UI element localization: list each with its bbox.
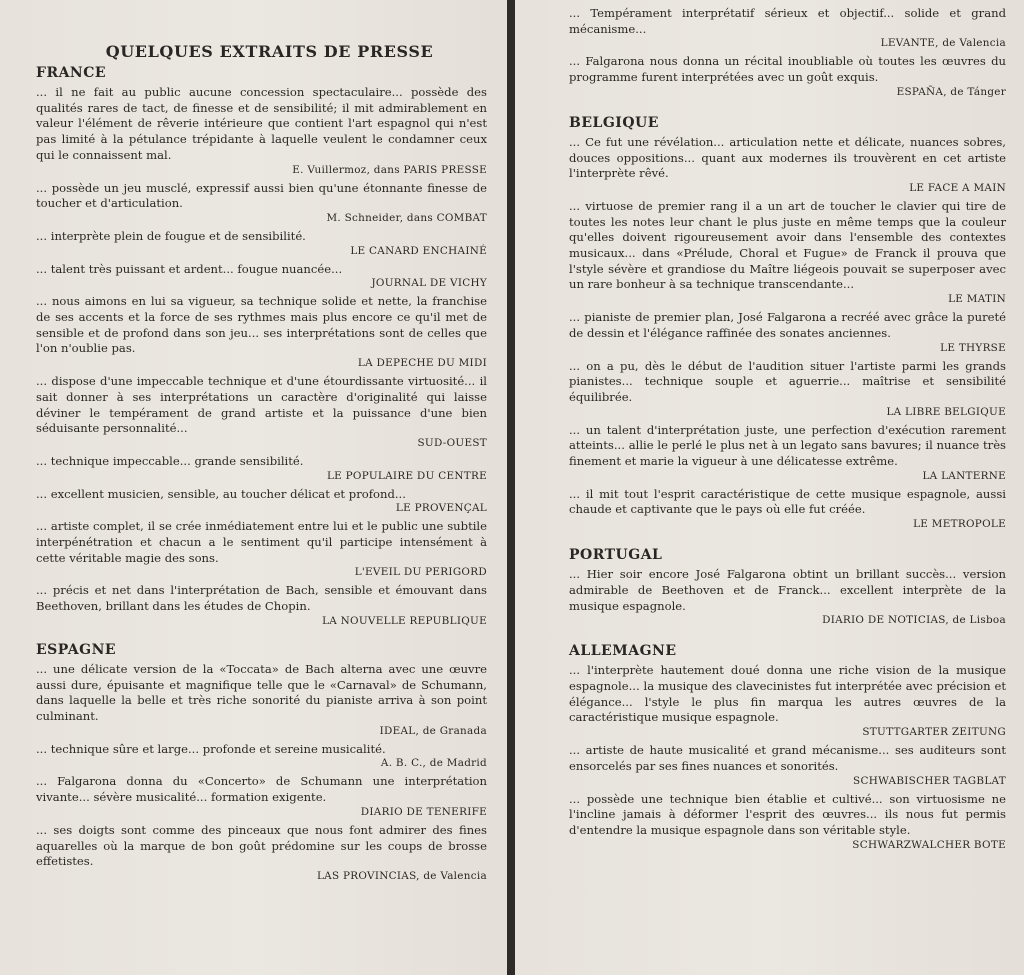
- left-sections: [36, 65, 487, 883]
- excerpt-text: ... possède un jeu musclé, expressif aussi bien qu'une étonnante finesse de toucher et d'articulation.: [36, 180, 487, 211]
- excerpt-source: LE THYRSE: [940, 341, 1006, 354]
- excerpt-text: ... un talent d'interprétation juste, une perfection d'exécution rarement atteints... allie le perlé le plus net à un legato sans bavures; il nuance très finement et marie la vigueur à une délicatesse extrême.: [569, 422, 1006, 469]
- excerpt-text: ... on a pu, dès le début de l'audition situer l'artiste parmi les grands pianistes... technique souple et aguerrie... maîtrise et sensibilité équilibrée.: [569, 358, 1006, 404]
- press-excerpt: [569, 663, 1006, 739]
- excerpt-source: LE FACE A MAIN: [909, 181, 1006, 194]
- excerpt-source: ESPAÑA, de Tánger: [896, 85, 1006, 98]
- press-excerpt: [36, 487, 487, 516]
- press-excerpt: [569, 54, 1006, 98]
- excerpt-text: ... talent très puissant et ardent... fougue nuancée...: [36, 261, 343, 276]
- press-excerpt: [569, 199, 1006, 306]
- press-excerpt: [36, 85, 487, 177]
- excerpt-text: ... Hier soir encore José Falgarona obtint un brillant succès... version admirable de Beethoven et de Franck... excellent interprète de la musique espagnole.: [569, 567, 1006, 613]
- excerpt-text: ... Tempérament interprétatif sérieux et objectif... solide et grand mécanisme...: [569, 6, 1006, 36]
- press-excerpt: [36, 662, 487, 738]
- excerpt-source: STUTTGARTER ZEITUNG: [862, 726, 1006, 739]
- excerpt-source: LE MATIN: [948, 293, 1006, 306]
- country-heading: ALLEMAGNE: [569, 643, 677, 660]
- excerpt-text: ... technique sûre et large... profonde et sereine musicalité.: [36, 741, 386, 756]
- excerpt-source: LA DEPECHE DU MIDI: [357, 357, 487, 370]
- press-section: [569, 6, 1006, 99]
- press-excerpt: [569, 423, 1006, 483]
- excerpt-text: ... excellent musicien, sensible, au toucher délicat et profond...: [36, 486, 406, 501]
- document-title: QUELQUES EXTRAITS DE PRESSE: [105, 42, 434, 61]
- press-excerpt: [569, 310, 1006, 354]
- press-excerpt: [569, 487, 1006, 531]
- excerpt-text: ... Falgarona nous donna un récital inoubliable où toutes les œuvres du programme furent interprétées avec un goût exquis.: [569, 54, 1006, 85]
- excerpt-source: DIARIO DE NOTICIAS, de Lisboa: [822, 614, 1006, 627]
- press-section: [36, 642, 487, 883]
- press-excerpt: [36, 262, 487, 291]
- country-heading: FRANCE: [36, 65, 107, 81]
- press-excerpt: [36, 229, 487, 258]
- excerpt-text: ... précis et net dans l'interprétation de Bach, sensible et émouvant dans Beethoven, brillant dans les études de Chopin.: [36, 583, 487, 614]
- excerpt-source: A. B. C., de Madrid: [380, 757, 487, 770]
- press-excerpt: [36, 583, 487, 627]
- excerpt-text: ... pianiste de premier plan, José Falgarona a recréé avec grâce la pureté de dessin et l'élégance raffinée des sonates anciennes.: [569, 310, 1006, 340]
- excerpt-text: ... Falgarona donna du «Concerto» de Schumann une interprétation vivante... sévère musicalité... formation exigente.: [36, 774, 487, 805]
- excerpt-source: LA LIBRE BELGIQUE: [886, 405, 1006, 418]
- press-section: [569, 643, 1006, 851]
- excerpt-text: ... il mit tout l'esprit caractéristique de cette musique espagnole, aussi chaude et captivante que le pays où elle fut créée.: [569, 486, 1006, 517]
- excerpt-source: DIARIO DE TENERIFE: [360, 805, 487, 818]
- excerpt-text: ... Ce fut une révélation... articulation nette et délicate, nuances sobres, douces oppositions... quant aux modernes ils trouvèrent en cet artiste l'interprète rêvé.: [569, 134, 1006, 181]
- country-heading: BELGIQUE: [569, 114, 659, 131]
- press-excerpt: [36, 374, 487, 450]
- excerpt-text: ... technique impeccable... grande sensibilité.: [36, 453, 304, 468]
- excerpt-source: LA NOUVELLE REPUBLIQUE: [322, 614, 487, 627]
- excerpt-text: ... une délicate version de la «Toccata» de Bach alterna avec une œuvre aussi dure, épuisante et magnifique telle que le «Carnaval» de Schumann, dans laquelle la belle et très riche sonorité du pianiste arriva à son point culminant.: [36, 661, 487, 723]
- country-heading: ESPAGNE: [36, 641, 117, 658]
- excerpt-source: M. Schneider, dans COMBAT: [326, 211, 487, 224]
- press-excerpt: [36, 294, 487, 370]
- right-sections: [569, 6, 1006, 852]
- excerpt-text: ... dispose d'une impeccable technique et d'une étourdissante virtuosité... il sait donner à ses interprétations un caractère d'originalité qui laisse déviner le tempérament de grand artiste et la puissance d'une bien séduisante personnalité...: [36, 374, 487, 436]
- excerpt-source: JOURNAL DE VICHY: [371, 277, 487, 290]
- excerpt-text: ... ses doigts sont comme des pinceaux que nous font admirer des fines aquarelles où la marque de bon goût prédomine sur les coups de brosse effetistes.: [36, 822, 487, 869]
- excerpt-source: LE PROVENÇAL: [395, 502, 487, 515]
- press-excerpt: [569, 792, 1006, 852]
- excerpt-text: ... virtuose de premier rang il a un art de toucher le clavier qui tire de toutes les notes leur chant le plus juste en même temps que la couleur qu'elles doivent rigoureusement avoir dans l'ensemble des contextes musicaux... dans «Prélude, Choral et Fugue» de Franck il prouva que l'style sévère et grandiose du Maître liégeois pouvait se superposer avec un rare bonheur à sa technique transcendante...: [569, 198, 1006, 292]
- excerpt-source: LE POPULAIRE DU CENTRE: [326, 469, 487, 482]
- excerpt-source: LE CANARD ENCHAINÉ: [350, 244, 487, 257]
- excerpt-text: ... interprète plein de fougue et de sensibilité.: [36, 228, 306, 243]
- press-excerpt: [569, 135, 1006, 195]
- excerpt-source: E. Vuillermoz, dans PARIS PRESSE: [292, 163, 487, 176]
- excerpt-source: IDEAL, de Granada: [379, 724, 487, 737]
- excerpt-source: LA LANTERNE: [922, 469, 1006, 482]
- excerpt-source: LE METROPOLE: [913, 518, 1006, 531]
- excerpt-source: SCHWABISCHER TAGBLAT: [853, 774, 1006, 787]
- excerpt-text: ... nous aimons en lui sa vigueur, sa technique solide et nette, la franchise de ses accents et la force de ses rythmes mais plus encore ce qu'il met de sensible et de profond dans son jeu... ses interprétations sont de celles que l'on n'oublie pas.: [36, 294, 487, 356]
- press-excerpt: [36, 742, 487, 771]
- excerpt-text: ... artiste complet, il se crée inmédiatement entre lui et le public une subtile interpénétration et chacun a le sentiment qu'il participe intensément à cette véritable magie des sons.: [36, 519, 487, 565]
- country-heading: PORTUGAL: [569, 547, 663, 564]
- excerpt-source: L'EVEIL DU PERIGORD: [354, 566, 487, 579]
- press-excerpt: [569, 6, 1006, 50]
- excerpt-text: ... il ne fait au public aucune concession spectaculaire... possède des qualités rares de tact, de finesse et de sensibilité; il mit admirablement en valeur l'élément de rêverie intérieure que contient l'art espagnol qui n'est pas limité à la pétulance trépidante à laquelle veulent le condamner ceux qui le connaissent mal.: [36, 85, 487, 162]
- press-section: [569, 547, 1006, 627]
- press-excerpt: [36, 181, 487, 225]
- excerpt-text: ... l'interprète hautement doué donna une riche vision de la musique espagnole... la musique des clavecinistes fut interprétée avec précision et élégance... l'style le plus fin marqua les autres œuvres de la caractéristique musique espagnole.: [569, 663, 1006, 725]
- excerpt-text: ... possède une technique bien établie et cultivé... son virtuosisme ne l'incline jamais à déformer l'esprit des œuvres... ils nous fut permis d'entendre la musique espagnole dans son véritable style.: [569, 791, 1006, 837]
- press-excerpt: [569, 567, 1006, 627]
- press-excerpt: [36, 519, 487, 579]
- excerpt-source: SCHWARZWALCHER BOTE: [852, 838, 1006, 851]
- press-section: [36, 65, 487, 628]
- press-excerpt: [36, 774, 487, 818]
- excerpt-source: LEVANTE, de Valencia: [880, 37, 1006, 50]
- excerpt-source: LAS PROVINCIAS, de Valencia: [316, 869, 487, 882]
- left-page: [0, 0, 507, 975]
- press-excerpt: [36, 823, 487, 883]
- page-gutter: [507, 0, 515, 975]
- press-section: [569, 115, 1006, 531]
- right-page: [515, 0, 1024, 975]
- press-excerpt: [36, 454, 487, 483]
- excerpt-text: ... artiste de haute musicalité et grand mécanisme... ses auditeurs sont ensorcelés par ses fines nuances et sonorités.: [569, 743, 1006, 773]
- excerpt-source: SUD-OUEST: [417, 436, 487, 449]
- press-excerpt: [569, 743, 1006, 787]
- press-excerpt: [569, 359, 1006, 419]
